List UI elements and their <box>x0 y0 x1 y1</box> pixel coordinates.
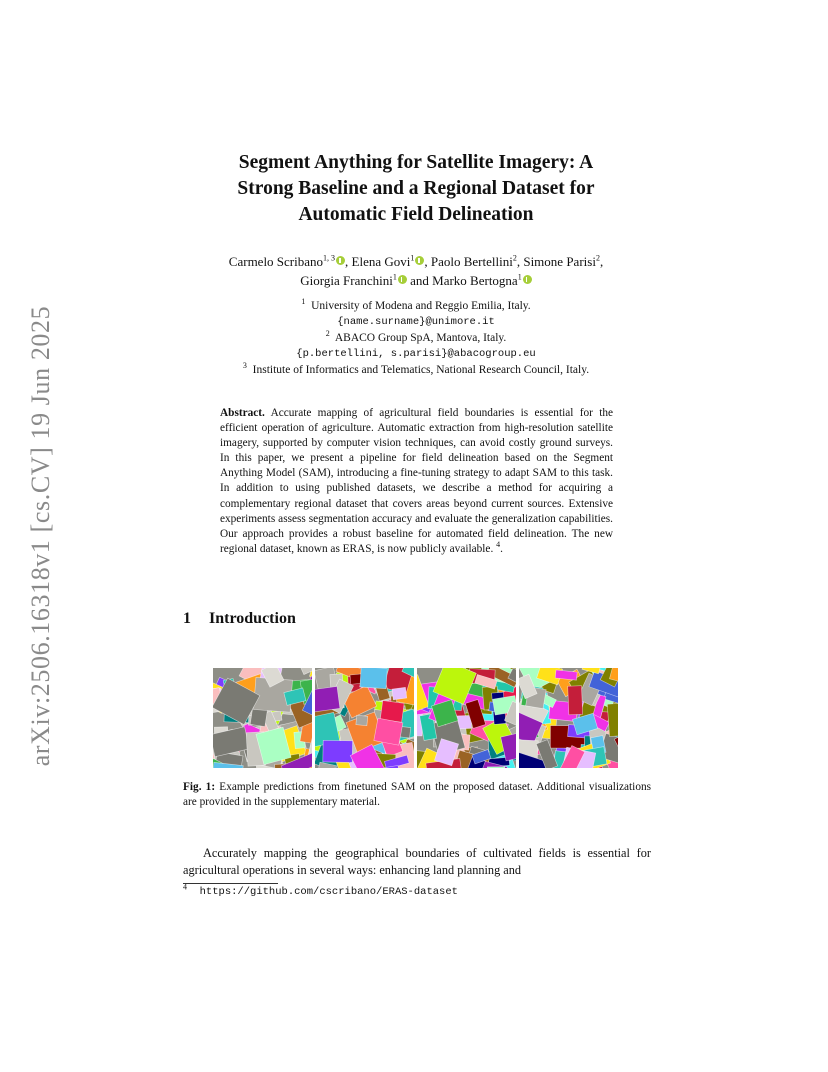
paper-title <box>183 150 649 228</box>
field-segment <box>607 702 618 737</box>
body-paragraph <box>183 845 651 878</box>
title-line: Strong Baseline and a Regional Dataset for <box>237 178 595 199</box>
author-name: Carmelo Scribano <box>228 254 324 269</box>
orcid-icon[interactable] <box>523 275 532 284</box>
segmentation-image-3 <box>417 668 516 768</box>
author-name: Marko Bertogna <box>432 273 518 288</box>
field-segments <box>315 668 414 768</box>
affiliation-2 <box>183 330 649 346</box>
abstract-label: Abstract. <box>220 407 265 419</box>
field-segment <box>487 767 505 768</box>
field-segment <box>392 687 407 699</box>
author-list <box>183 252 649 290</box>
author-affil: 2 <box>512 253 517 263</box>
arxiv-identifier[interactable]: arXiv:2506.16318v1 [cs.CV] 19 Jun 2025 <box>26 305 55 767</box>
affiliation-1 <box>183 298 649 314</box>
figure-panel-4 <box>519 668 618 768</box>
segmentation-image-1 <box>213 668 312 768</box>
field-segment <box>374 718 403 745</box>
paragraph-text: Accurately mapping the geographical boundaries of cultivated fields is essential for agricultural operations in several ways: enhancing land planning and <box>183 846 651 877</box>
field-segment <box>555 670 577 680</box>
field-segment <box>315 686 340 712</box>
affil-text: ABACO Group SpA, Mantova, Italy. <box>334 332 507 344</box>
affiliation-email[interactable]: {p.bertellini, s.parisi}@abacogroup.eu <box>296 348 536 360</box>
affil-num: 1 <box>301 297 306 307</box>
footnote <box>183 882 458 898</box>
author-line-1: Carmelo Scribano$^{1, 3}$ , Elena Govi$^1$ , Paolo Bertellini$^2$, Simone Parisi$^2$, <box>228 253 604 269</box>
field-segment <box>380 700 404 722</box>
figure-panel-3 <box>417 668 516 768</box>
author-affil: 1 <box>517 272 522 282</box>
abstract <box>220 406 613 557</box>
author-affil: 1 <box>392 272 397 282</box>
author-name: Elena Govi <box>351 254 411 269</box>
orcid-icon[interactable] <box>415 256 424 265</box>
field-segments <box>417 668 516 768</box>
orcid-icon[interactable] <box>336 256 345 265</box>
affiliations <box>183 298 649 378</box>
affil-num: 3 <box>242 361 247 371</box>
affil-text: University of Modena and Reggio Emilia, Italy. <box>311 300 531 312</box>
footnote-ref[interactable]: 4 <box>496 540 501 550</box>
figure-label: Fig. 1: <box>183 781 216 793</box>
abstract-text: Accurate mapping of agricultural field boundaries is essential for the efficient operation of agriculture. Automatic extraction from high-resolution satellite imagery, supported by computer vision techniques, can avoid costly ground surveys. In this paper, we present a pipeline for field delineation based on the Segment Anything Model (SAM), introducing a fine-tuning strategy to adapt SAM to this task. In addition to using published datasets, we describe a method for acquiring a complementary regional dataset that covers areas beyond current sources. Extensive experiments assess segmentation accuracy and evaluate the generalization capabilities. Our approach provides a robust baseline for automated field delineation. The new regional dataset, known as ERAS, is now publicly available. <box>220 407 614 555</box>
field-segments <box>213 668 312 768</box>
author-line-2 <box>183 271 649 290</box>
figure-caption <box>183 780 651 810</box>
title-line: Segment Anything for Satellite Imagery: A <box>238 152 594 173</box>
footnote-num: 4 <box>183 882 187 892</box>
field-segment <box>356 715 368 725</box>
affiliation-3 <box>183 362 649 378</box>
title-line: Automatic Field Delineation <box>298 204 534 225</box>
segmentation-image-2 <box>315 668 414 768</box>
section-number: 1 <box>183 610 191 627</box>
figure-panel-2 <box>315 668 414 768</box>
footnote-rule <box>183 883 278 884</box>
field-segment <box>360 668 387 689</box>
field-segment <box>323 740 353 762</box>
author-name: Giorgia Franchini <box>300 273 393 288</box>
affiliation-email[interactable]: {name.surname}@unimore.it <box>337 316 495 328</box>
footnote-link[interactable]: https://github.com/cscribano/ERAS-dataset <box>199 886 458 898</box>
figure-panel-1 <box>213 668 312 768</box>
author-affil: 1, 3 <box>323 253 336 263</box>
abstract-end: . <box>500 542 503 555</box>
field-segment <box>568 686 583 715</box>
author-name: Simone Parisi <box>523 254 596 269</box>
orcid-icon[interactable] <box>398 275 407 284</box>
caption-text: Example predictions from finetuned SAM on the proposed dataset. Additional visualizations are provided in the supplementary material. <box>183 781 652 808</box>
affil-num: 2 <box>325 329 330 339</box>
field-segments <box>519 668 618 768</box>
affil-text: Institute of Informatics and Telematics, National Research Council, Italy. <box>252 364 590 376</box>
figure-1 <box>213 668 619 768</box>
author-affil: 1 <box>410 253 415 263</box>
section-title: Introduction <box>209 610 296 627</box>
author-name: Paolo Bertellini <box>430 254 513 269</box>
segmentation-image-4 <box>519 668 618 768</box>
section-heading <box>183 610 296 628</box>
author-affil: 2 <box>595 253 600 263</box>
author-join: and <box>410 273 429 288</box>
